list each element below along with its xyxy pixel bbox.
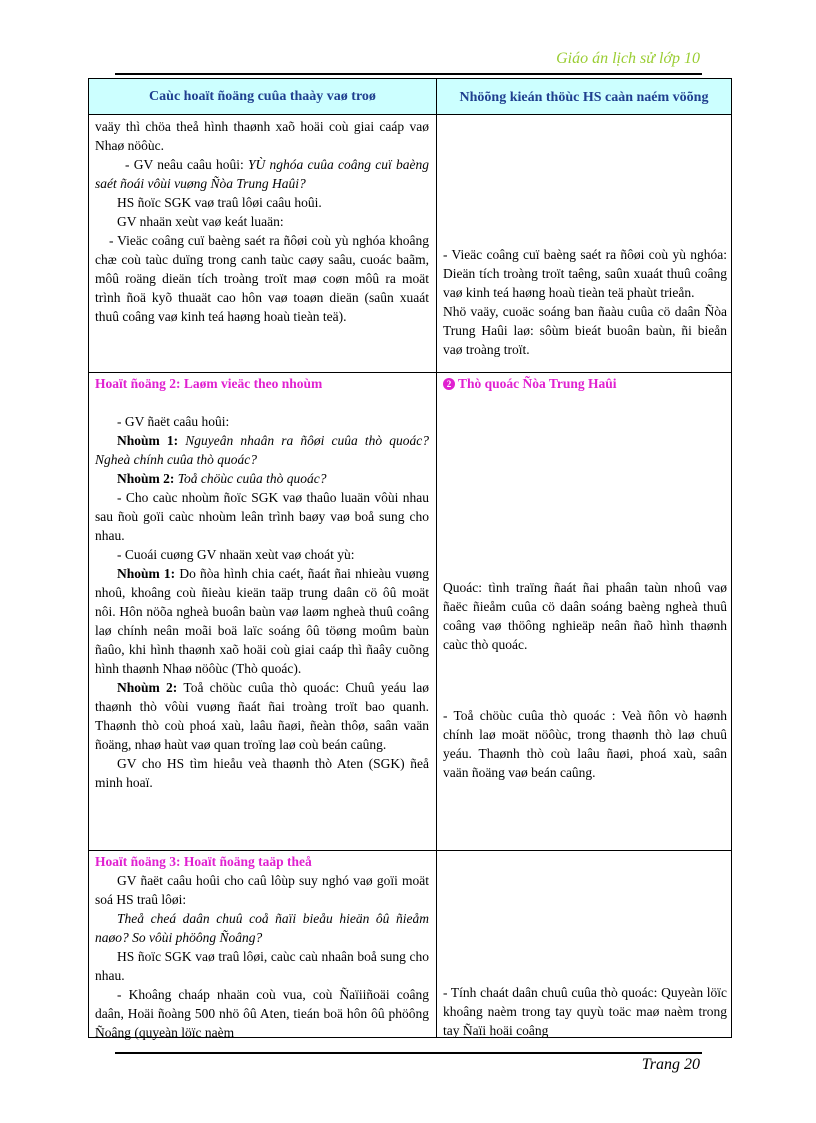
col-left-header: Caùc hoaït ñoäng cuûa thaày vaø troø: [149, 89, 376, 104]
header-title: Giáo án lịch sử lớp 10: [556, 50, 700, 67]
column-divider: [436, 79, 437, 1037]
row3-left-cell: [95, 852, 429, 1042]
paragraph: - GV ñaët caâu hoûi:: [117, 414, 230, 429]
activity-title: Hoaït ñoäng 3: Hoaït ñoäng taäp theå: [95, 854, 312, 869]
paragraph: - Toå chöùc cuûa thò quoác : Veà ñôn vò haønh chính laø moät nöôùc, trong thaønh thò laø chuû yeáu. Thaønh thò coù laâu ñaøi, phoá xaù, saân vaän ñoäng vaø beán caûng.: [443, 708, 727, 780]
row2-right-cell-body: [443, 578, 727, 654]
paragraph: Nhö vaäy, cuoäc soáng ban ñaàu cuûa cö daân Ñòa Trung Haûi laø: sôùm bieát buoân baùn, ñi bieån vaø troàng troït.: [443, 304, 727, 357]
paragraph: [95, 155, 429, 193]
text: - GV neâu caâu hoûi:: [125, 157, 248, 172]
section-title-text: Thò quoác Ñòa Trung Haûi: [458, 376, 617, 391]
col-right-header: Nhöõng kieán thöùc HS caàn naém vöõng: [459, 89, 709, 105]
section-title: [443, 374, 727, 393]
header-rule: [115, 73, 702, 75]
paragraph: GV nhaän xeùt vaø keát luaän:: [117, 214, 284, 229]
activity-title: Hoaït ñoäng 2: Laøm vieäc theo nhoùm: [95, 376, 323, 391]
paragraph: - Cuoái cuøng GV nhaän xeùt vaø choát yù:: [117, 547, 355, 562]
row-divider: [89, 850, 731, 851]
row1-right-cell: [443, 245, 727, 359]
row2-right-cell: [443, 374, 727, 393]
paragraph: - Khoâng chaáp nhaän coù vua, coù Ñaïiiñoäi coâng daân, Hoäi ñoàng 500 nhö ôû Aten, tieán boä hôn ôû phöông Ñoâng (quyeàn löïc naèm: [95, 987, 429, 1040]
footer-rule: [115, 1052, 702, 1054]
paragraph: Quoác: tình traïng ñaát ñai phaân taùn nhoû vaø ñaëc ñieåm cuûa cö daân soáng baèng ngheà thuû coâng vaø thöông nghieäp neân ñaõ hình thaønh caùc thò quoác.: [443, 580, 727, 652]
question-text: Toå chöùc cuûa thò quoác?: [177, 471, 327, 486]
paragraph: HS ñoïc SGK vaø traû lôøi, caùc caù nhaân boå sung cho nhau.: [95, 949, 429, 983]
answer-text: Do ñòa hình chia caét, ñaát ñai nhieàu vuøng nhoû, khoâng coù ñieàu kieän taäp trung daân cö ôû moät nôi. Hôn nöõa ngheà buoân baùn vaø laøm ngheà thuû coâng laø chính neân moãi boä laïc soáng ôû töøng moûm baùn ñaûo, khi hình thaønh xaõ hoäi coù giai caáp thì ñaây cuõng hình thaønh Nhaø nöôùc (Thò quoác).: [95, 566, 429, 676]
question-text: Theå cheá daân chuû coå ñaïi bieåu hieän ôû ñieåm naøo? So vôùi phöông Ñoâng?: [95, 911, 429, 945]
page-number: Trang 20: [641, 1056, 700, 1073]
row1-left-cell: [95, 117, 429, 326]
paragraph: [95, 431, 429, 469]
number-bullet-icon: 2: [443, 378, 455, 390]
paragraph: - Tính chaát daân chuû cuûa thò quoác: Quyeàn löïc khoâng naèm trong tay quyù toäc maø naèm trong tay Ñaïi hoäi coâng: [443, 985, 727, 1038]
group-label: Nhoùm 1:: [117, 433, 186, 448]
row3-right-cell: [443, 983, 727, 1040]
row2-left-cell: [95, 374, 429, 792]
question-text: YÙ nghóa cuûa coâng cuï baèng saét ñoái vôùi vuøng Ñòa Trung Haûi?: [95, 157, 429, 191]
lesson-table: [88, 78, 732, 1038]
paragraph: [95, 469, 429, 488]
paragraph: [95, 564, 429, 678]
row2-right-cell-body2: [443, 706, 727, 782]
spacer: [95, 393, 429, 412]
paragraph: HS ñoïc SGK vaø traû lôøi caâu hoûi.: [117, 195, 322, 210]
paragraph: vaäy thì chöa theå hình thaønh xaõ hoäi coù giai caáp vaø Nhaø nöôùc.: [95, 119, 429, 153]
group-label: Nhoùm 2:: [117, 680, 184, 695]
group-label: Nhoùm 2:: [117, 471, 178, 486]
answer-text: Toå chöùc cuûa thò quoác: Chuû yeáu laø thaønh thò vôùi vuøng ñaát ñai troàng troït bao quanh. Thaønh thò coù phoá xaù, laâu ñaøi, ñeàn thôø, saân vaän ñoäng, nhaø haùt vaø quan troïng laø coù beán caûng.: [95, 680, 429, 752]
table-header: [89, 79, 731, 115]
row-divider: [89, 372, 731, 373]
question-text: Nguyeân nhaân ra ñôøi cuûa thò quoác? Ngheà chính cuûa thò quoác?: [95, 433, 429, 467]
paragraph: GV cho HS tìm hieåu veà thaønh thò Aten (SGK) ñeå minh hoaï.: [95, 756, 429, 790]
paragraph: - Vieäc coâng cuï baèng saét ra ñôøi coù yù nghóa: Dieän tích troàng troït taêng, saûn xuaát thuû coâng vaø kinh teá haøng hoaù tieàn teä phaùt trieån.: [443, 247, 727, 300]
paragraph: - Vieäc coâng cuï baèng saét ra ñôøi coù yù nghóa khoâng chæ coù taùc duïng trong canh taùc caøy saâu, cuoác baãm, môû roäng dieän tích troàng troït maø coøn môû ra moät trình ñoä kyõ thuaät cao hôn vaø toaøn dieän (saûn xuaát thuû coâng vaø kinh teá haøng hoaù tieàn teä).: [95, 233, 429, 324]
paragraph: [95, 678, 429, 754]
paragraph: - Cho caùc nhoùm ñoïc SGK vaø thaûo luaän vôùi nhau sau ñoù goïi caùc nhoùm leân trình baøy vaø boå sung cho nhau.: [95, 490, 429, 543]
group-label: Nhoùm 1:: [117, 566, 180, 581]
paragraph: GV ñaët caâu hoûi cho caû lôùp suy nghó vaø goïi moät soá HS traû lôøi:: [95, 873, 429, 907]
